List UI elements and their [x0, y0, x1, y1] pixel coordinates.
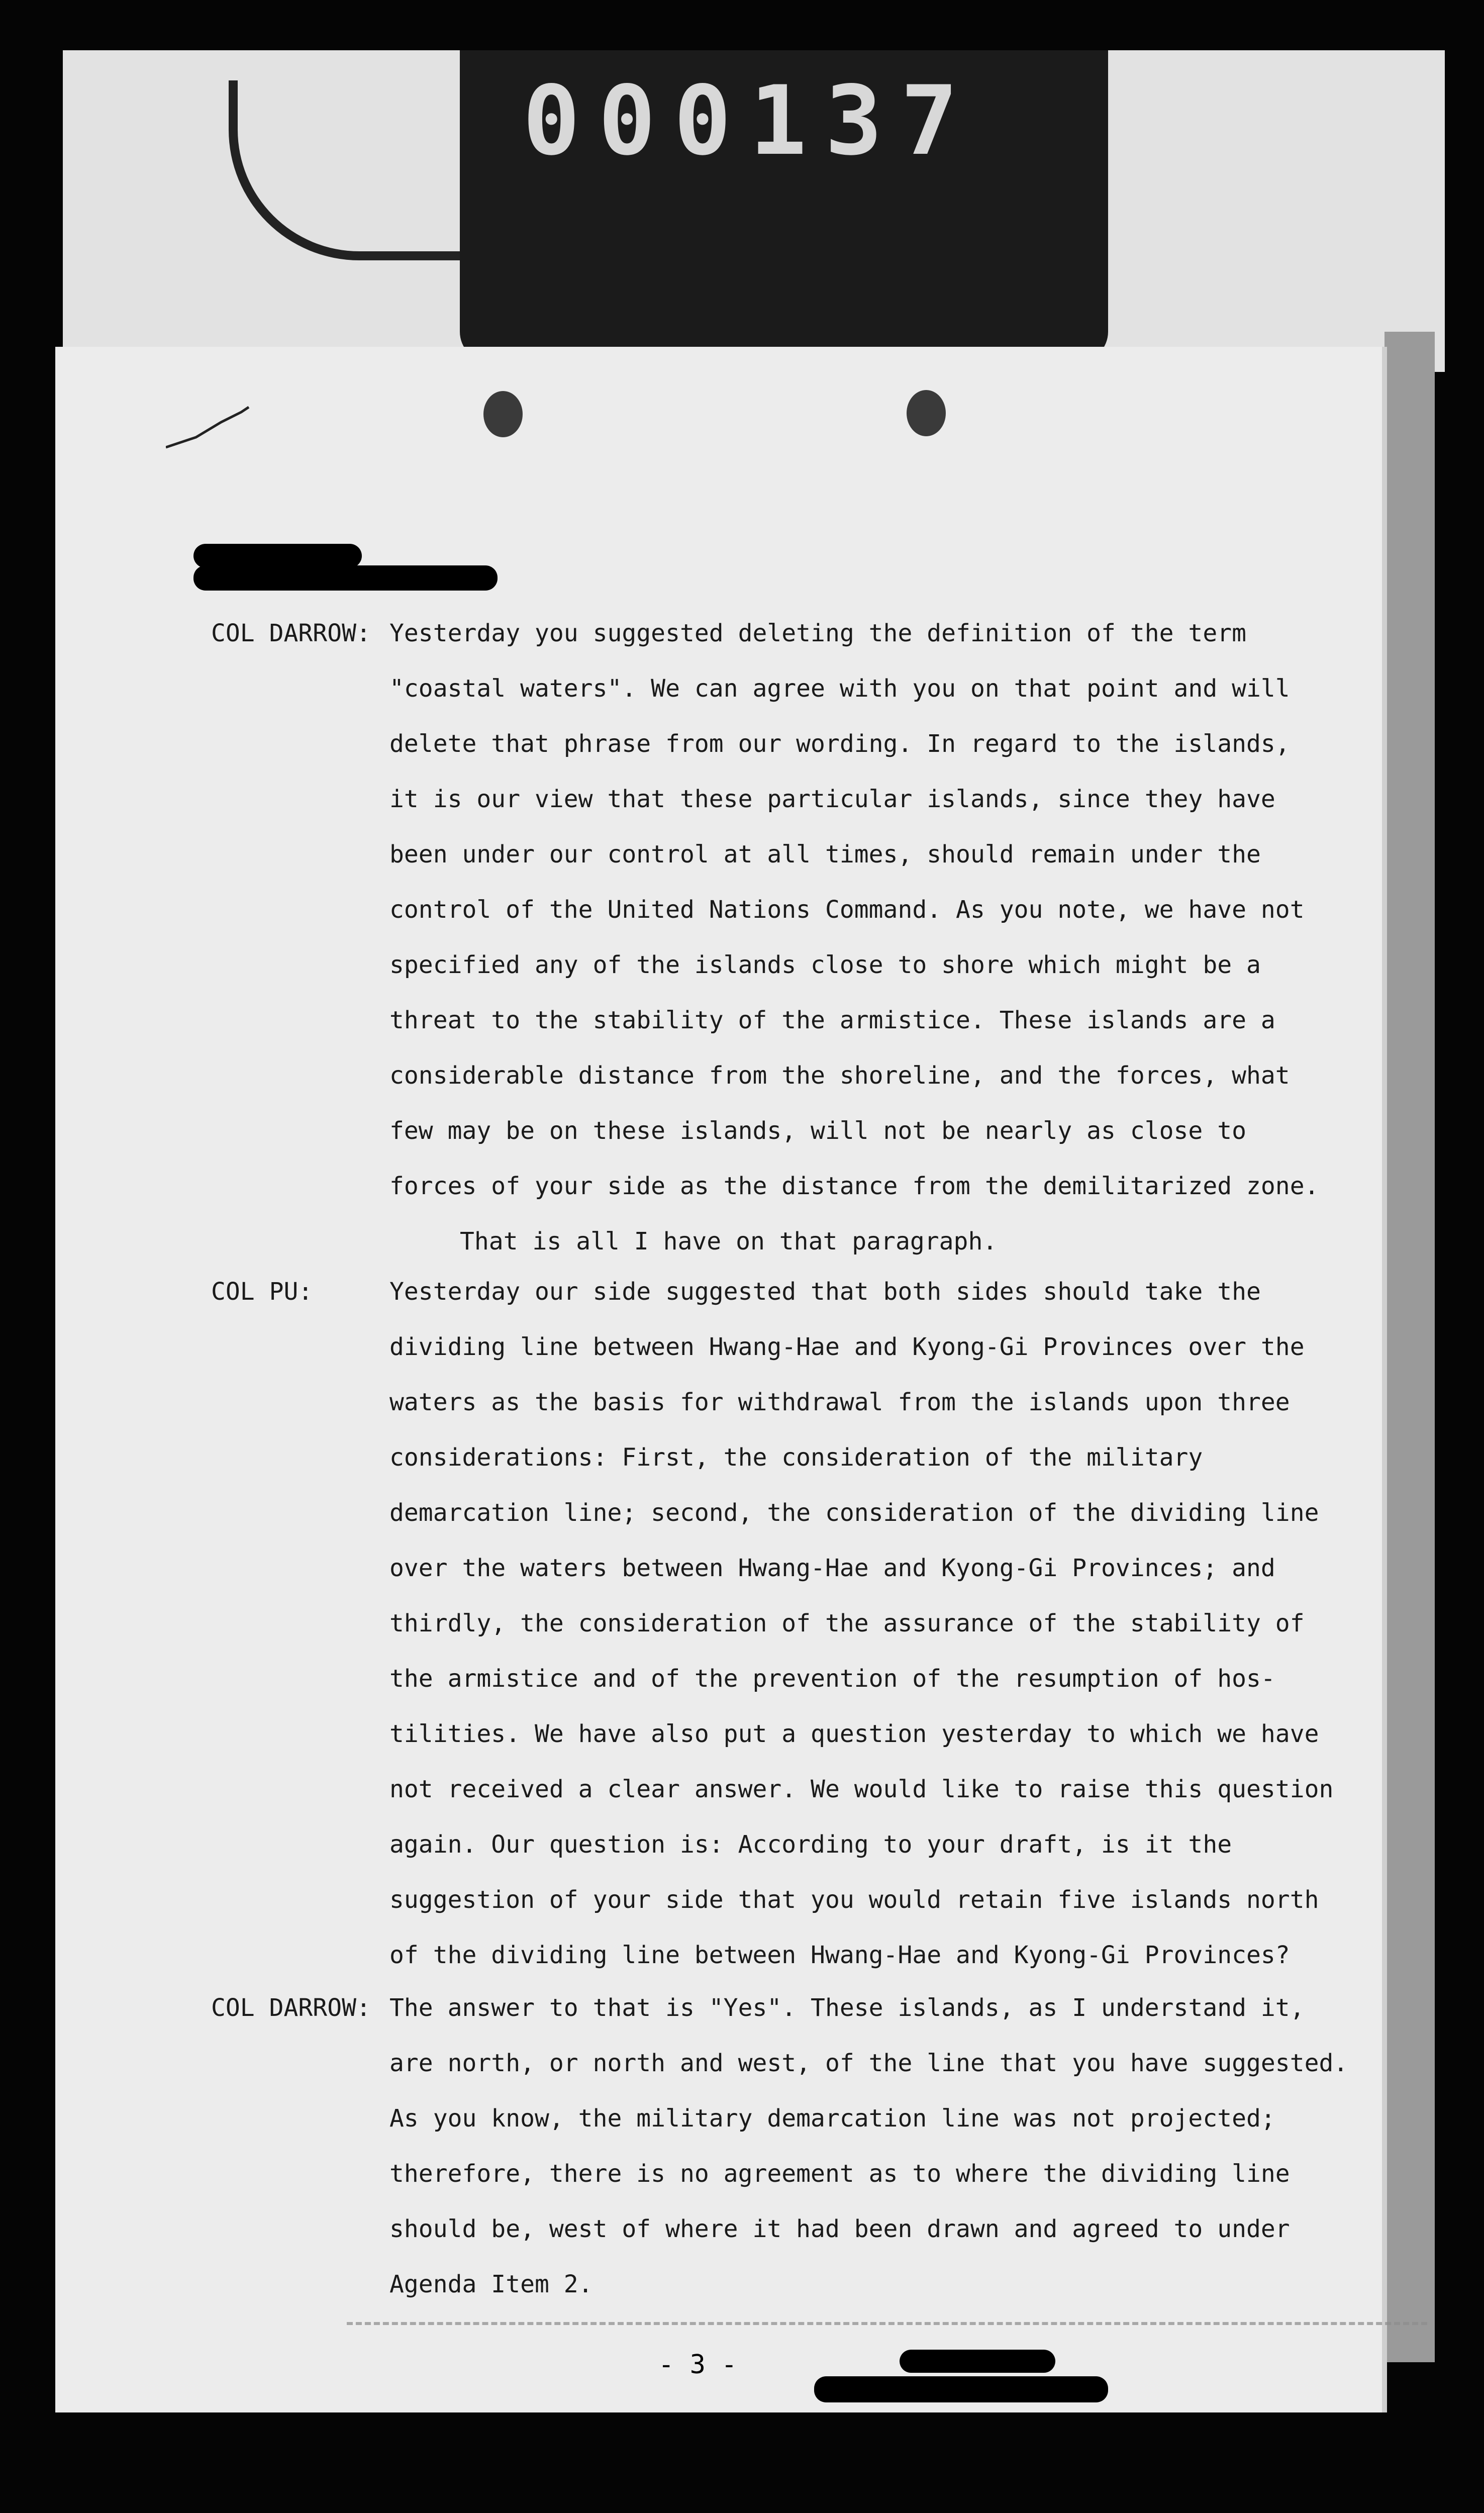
text-line: waters as the basis for withdrawal from the islands upon three [389, 1388, 1290, 1416]
speaker-label: COL DARROW: [211, 1994, 371, 2022]
text-line: control of the United Nations Command. As you note, we have not [389, 896, 1305, 924]
text-line: few may be on these islands, will not be nearly as close to [389, 1117, 1247, 1145]
text-line: it is our view that these particular islands, since they have [389, 785, 1275, 813]
text-line: the armistice and of the prevention of the resumption of hos- [389, 1665, 1275, 1693]
text-line: Yesterday our side suggested that both sides should take the [389, 1278, 1261, 1306]
text-line: As you know, the military demarcation line was not projected; [389, 2104, 1275, 2133]
footer-smudge [347, 2307, 1427, 2325]
text-line: Yesterday you suggested deleting the definition of the term [389, 619, 1247, 647]
text-line: suggestion of your side that you would retain five islands north [389, 1886, 1319, 1914]
text-line: delete that phrase from our wording. In regard to the islands, [389, 730, 1290, 758]
text-line: demarcation line; second, the consideration of the dividing line [389, 1499, 1319, 1527]
text-line: therefore, there is no agreement as to where the dividing line [389, 2160, 1290, 2188]
text-line: of the dividing line between Hwang-Hae and Kyong-Gi Provinces? [389, 1941, 1290, 1969]
text-line: "coastal waters". We can agree with you on that point and will [389, 674, 1290, 703]
speaker-label: COL PU: [211, 1278, 313, 1306]
text-line: threat to the stability of the armistice. These islands are a [389, 1006, 1275, 1034]
text-line: considerable distance from the shoreline, and the forces, what [389, 1061, 1290, 1090]
text-line: should be, west of where it had been drawn and agreed to under [389, 2215, 1290, 2243]
text-line: tilities. We have also put a question yesterday to which we have [389, 1720, 1319, 1748]
serial-number: 000137 [523, 65, 976, 176]
speaker-label: COL DARROW: [211, 619, 371, 647]
text-line: again. Our question is: According to your draft, is it the [389, 1830, 1232, 1859]
redaction-bar [814, 2376, 1108, 2402]
page-number: - 3 - [658, 2350, 737, 2380]
text-line: not received a clear answer. We would like to raise this question [389, 1775, 1334, 1803]
text-line: That is all I have on that paragraph. [460, 1227, 998, 1255]
text-line: specified any of the islands close to shore which might be a [389, 951, 1261, 979]
text-line: The answer to that is "Yes". These islands, as I understand it, [389, 1994, 1305, 2022]
redaction-bar [900, 2350, 1055, 2373]
text-line: Agenda Item 2. [389, 2270, 593, 2298]
text-line: forces of your side as the distance from the demilitarized zone. [389, 1172, 1319, 1200]
text-line: over the waters between Hwang-Hae and Kyong-Gi Provinces; and [389, 1554, 1275, 1582]
text-line: considerations: First, the consideration of the military [389, 1443, 1203, 1472]
text-line: thirdly, the consideration of the assurance of the stability of [389, 1609, 1305, 1637]
text-line: are north, or north and west, of the line that you have suggested. [389, 2049, 1348, 2077]
text-line: been under our control at all times, should remain under the [389, 840, 1261, 868]
text-line: dividing line between Hwang-Hae and Kyong-Gi Provinces over the [389, 1333, 1305, 1361]
